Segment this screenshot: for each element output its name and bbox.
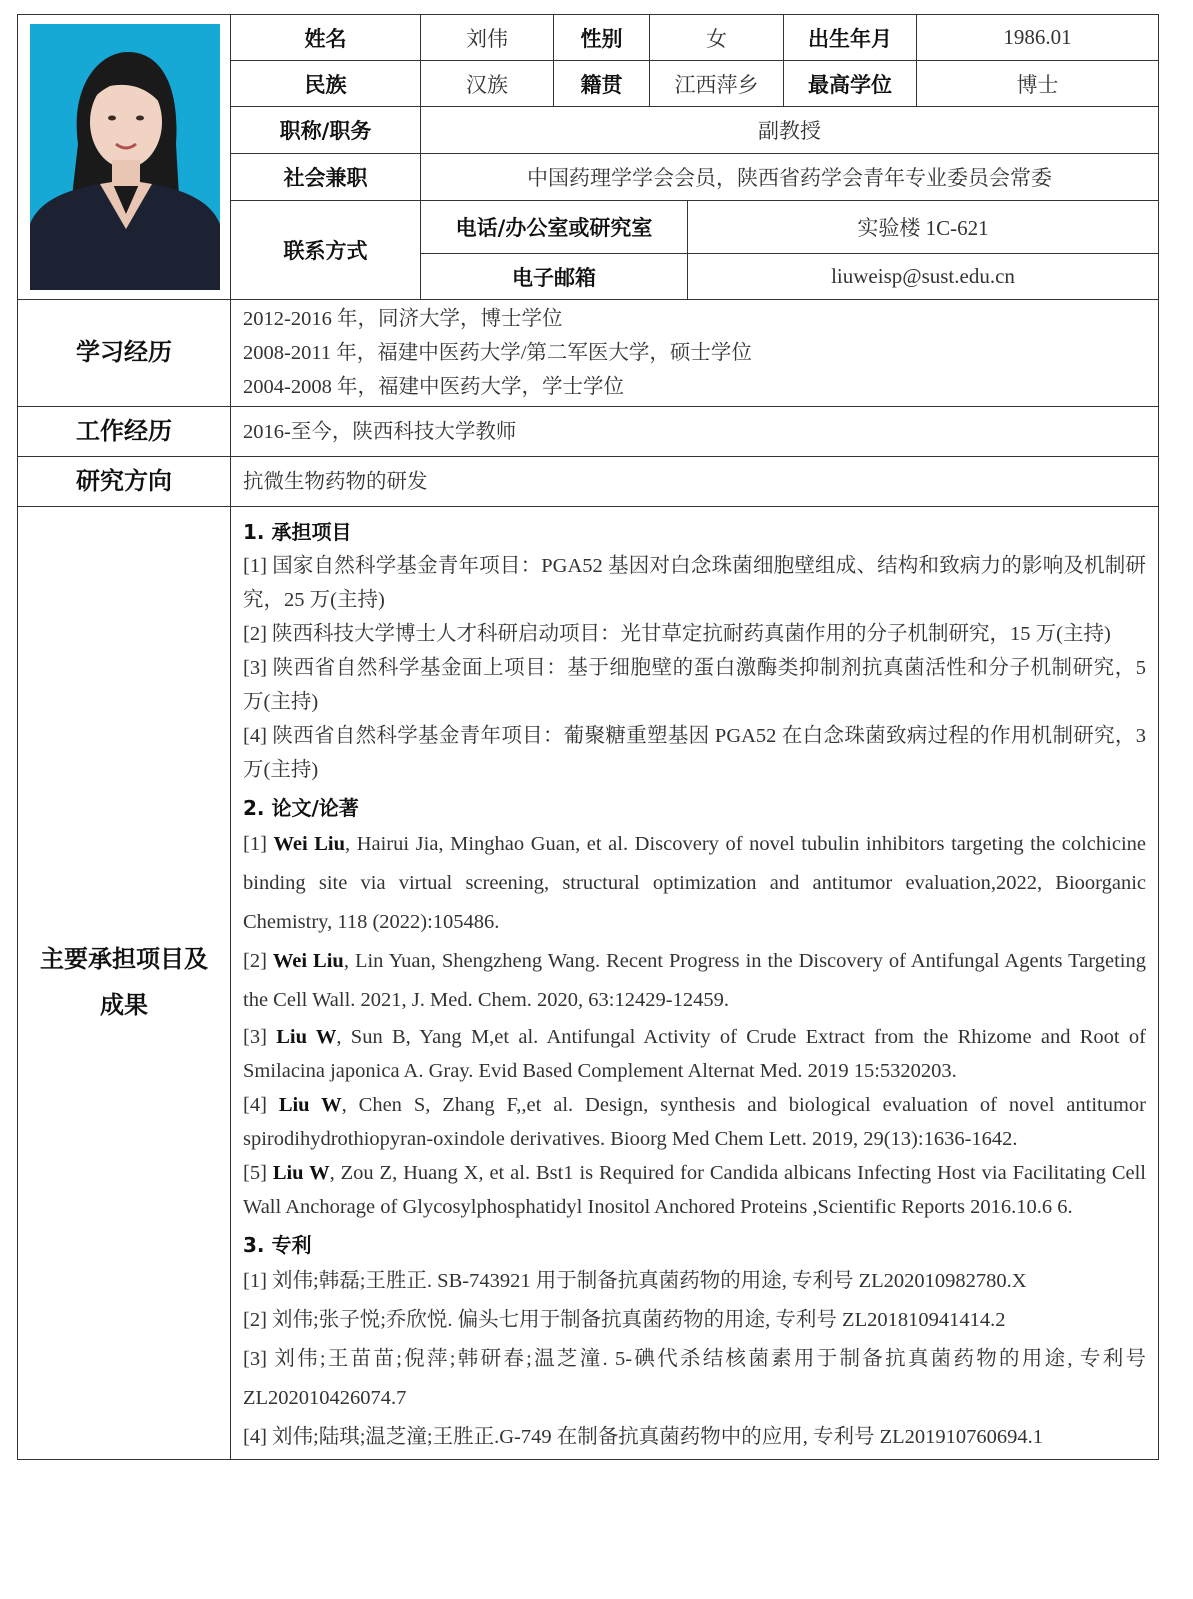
portrait-image-icon — [30, 24, 220, 290]
paper-author: Wei Liu — [272, 950, 344, 972]
resume-page — [17, 14, 1158, 1460]
paper-author: Liu W — [278, 1094, 342, 1116]
email-label: 电子邮箱 — [421, 254, 688, 300]
education-item: 2012-2016 年，同济大学，博士学位 — [243, 308, 563, 330]
education-label: 学习经历 — [18, 300, 231, 407]
paper-item — [243, 1088, 1146, 1156]
email-value[interactable]: liuweisp@sust.edu.cn — [688, 254, 1159, 300]
patent-item: [2] 刘伟;张子悦;乔欣悦. 偏头七用于制备抗真菌药物的用途, 专利号 ZL201810941414.2 — [243, 1309, 1006, 1331]
paper-citation: , Zou Z, Huang X, et al. Bst1 is Required for Candida albicans Infecting Host via Facilitating Cell Wall Anchorage of Glycosylphosphatidyl Inositol Anchored Proteins ,Scientific Reports 2016.10.6 6. — [243, 1162, 1146, 1218]
work-label: 工作经历 — [18, 407, 231, 457]
paper-citation: , Chen S, Zhang F,,et al. Design, synthesis and biological evaluation of novel antitumor spirodihydrothiopyran-oxindole derivatives. Bioorg Med Chem Lett. 2019, 29(13):1636-1642. — [243, 1094, 1147, 1150]
origin-label: 籍贯 — [554, 61, 650, 107]
paper-number: [3] — [243, 1026, 267, 1048]
achievements-label — [18, 507, 231, 1460]
paper-author: Liu W — [272, 1162, 330, 1184]
office-label: 电话/办公室或研究室 — [421, 201, 688, 254]
paper-author: Wei Liu — [273, 833, 345, 855]
patent-item: [4] 刘伟;陆琪;温芝潼;王胜正.G-749 在制备抗真菌药物中的应用, 专利号 ZL201910760694.1 — [243, 1426, 1044, 1448]
paper-citation: , Sun B, Yang M,et al. Antifungal Activity of Crude Extract from the Rhizome and Root of Smilacina japonica A. Gray. Evid Based Complement Alternat Med. 2019 15:5320203. — [243, 1026, 1146, 1082]
origin-value: 江西萍乡 — [650, 61, 784, 107]
degree-label: 最高学位 — [784, 61, 917, 107]
name-value: 刘伟 — [421, 15, 554, 61]
title-label: 职称/职务 — [231, 107, 421, 154]
paper-item — [243, 1156, 1146, 1224]
project-item: [4] 陕西省自然科学基金青年项目：葡聚糖重塑基因 PGA52 在白念珠菌致病过程的作用机制研究，3 万(主持) — [243, 725, 1146, 781]
research-label: 研究方向 — [18, 457, 231, 507]
photo-cell — [18, 15, 231, 300]
project-item: [1] 国家自然科学基金青年项目：PGA52 基因对白念珠菌细胞壁组成、结构和致病力的影响及机制研究，25 万(主持) — [243, 555, 1146, 611]
degree-value: 博士 — [917, 61, 1159, 107]
patents-heading: 3. 专利 — [243, 1233, 312, 1257]
work-content — [231, 407, 1159, 457]
papers-heading: 2. 论文/论著 — [243, 796, 359, 820]
patent-item: [1] 刘伟;韩磊;王胜正. SB-743921 用于制备抗真菌药物的用途, 专利号 ZL202010982780.X — [243, 1270, 1027, 1292]
achievements-label-line2: 成果 — [100, 991, 148, 1019]
title-value: 副教授 — [421, 107, 1159, 154]
projects-heading: 1. 承担项目 — [243, 520, 352, 544]
paper-item — [243, 1020, 1146, 1088]
research-content — [231, 457, 1159, 507]
education-item: 2004-2008 年，福建中医药大学，学士学位 — [243, 376, 624, 398]
research-text: 抗微生物药物的研发 — [243, 470, 428, 493]
paper-number: [1] — [243, 833, 267, 855]
gender-label: 性别 — [554, 15, 650, 61]
name-label: 姓名 — [231, 15, 421, 61]
education-item: 2008-2011 年，福建中医药大学/第二军医大学，硕士学位 — [243, 342, 752, 364]
birth-value: 1986.01 — [917, 15, 1159, 61]
achievements-label-line1: 主要承担项目及 — [40, 945, 208, 974]
gender-value: 女 — [650, 15, 784, 61]
ethnicity-label: 民族 — [231, 61, 421, 107]
project-item: [2] 陕西科技大学博士人才科研启动项目：光甘草定抗耐药真菌作用的分子机制研究，15 万(主持) — [243, 623, 1111, 645]
project-item: [3] 陕西省自然科学基金面上项目：基于细胞壁的蛋白激酶类抑制剂抗真菌活性和分子机制研究，5 万(主持) — [243, 657, 1146, 713]
paper-number: [5] — [243, 1162, 267, 1184]
education-content — [231, 300, 1159, 407]
social-label: 社会兼职 — [231, 154, 421, 201]
paper-item — [243, 825, 1146, 942]
paper-number: [2] — [243, 950, 267, 972]
paper-author: Liu W — [276, 1026, 337, 1048]
paper-citation: , Lin Yuan, Shengzheng Wang. Recent Progress in the Discovery of Antifungal Agents Targeting the Cell Wall. 2021, J. Med. Chem. 2020, 63:12429-12459. — [243, 950, 1147, 1011]
contact-label: 联系方式 — [231, 201, 421, 300]
paper-number: [4] — [243, 1094, 267, 1116]
paper-item — [243, 942, 1146, 1020]
portrait-photo — [30, 24, 220, 290]
paper-citation: , Hairui Jia, Minghao Guan, et al. Discovery of novel tubulin inhibitors targeting the colchicine binding site via virtual screening, structural optimization and antitumor evaluation,2022, Bioorganic Chemistry, 118 (2022):105486. — [243, 833, 1146, 933]
resume-table — [17, 14, 1159, 1460]
ethnicity-value: 汉族 — [421, 61, 554, 107]
patent-item: [3] 刘伟;王苗苗;倪萍;韩研春;温芝潼. 5-碘代杀结核菌素用于制备抗真菌药物的用途, 专利号 ZL202010426074.7 — [243, 1348, 1146, 1409]
birth-label: 出生年月 — [784, 15, 917, 61]
office-value: 实验楼 1C-621 — [688, 201, 1159, 254]
social-value: 中国药理学学会会员，陕西省药学会青年专业委员会常委 — [421, 154, 1159, 201]
work-item: 2016-至今，陕西科技大学教师 — [243, 420, 517, 443]
achievements-content — [231, 507, 1159, 1460]
